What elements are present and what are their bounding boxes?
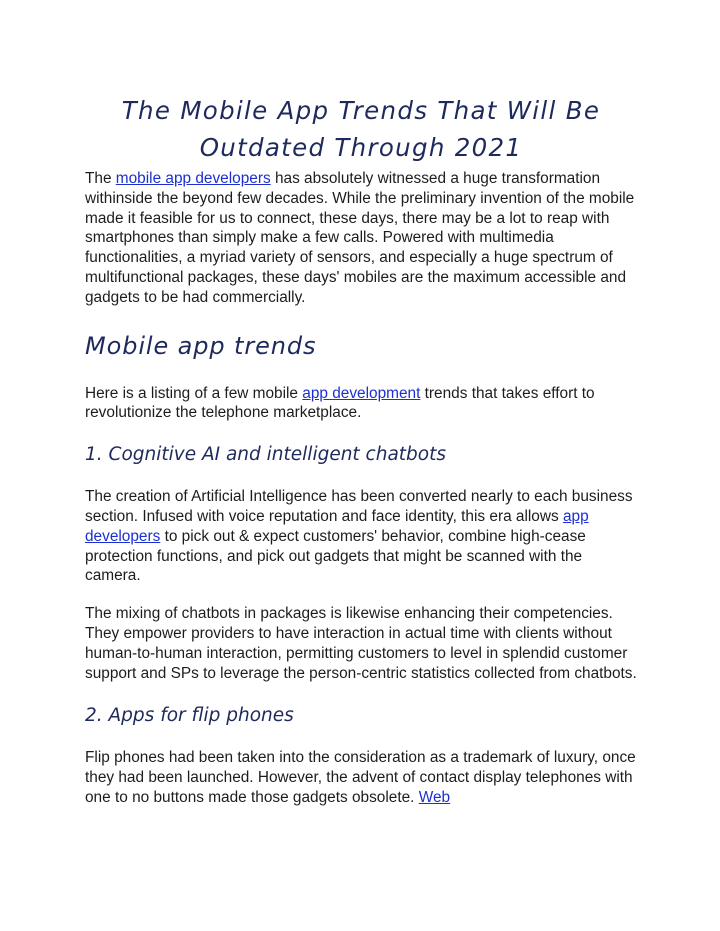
trend-heading-cognitive-ai: 1. Cognitive AI and intelligent chatbots (85, 444, 447, 466)
app-developers-link[interactable]: app developers (85, 507, 589, 545)
article-title: The Mobile App Trends That Will Be Outdated Through 2021 (121, 96, 601, 162)
intro-paragraph (85, 169, 637, 308)
intro-text-end: has absolutely witnessed a huge transformation withinside the beyond few decades. While the preliminary invention of the mobile made it feasible for us to connect, these days, there may be a lot to reap with smartphones than simply make a few calls. Powered with multimedia functionalities, a myriad variety of sensors, and especially a huge spectrum of multifunctional packages, these days' mobiles are the maximum accessible and gadgets to be had commercially. (85, 170, 635, 306)
flip-phones-paragraph (85, 748, 637, 807)
cognitive-ai-paragraph (85, 487, 637, 586)
cognitive-ai-text-end: to pick out & expect customers' behavior, combine high-cease protection functions, and pick out gadgets that might be scanned with the camera. (85, 527, 586, 585)
app-development-link[interactable]: app development (302, 384, 421, 402)
flip-phones-text: Flip phones had been taken into the consideration as a trademark of luxury, once they had been launched. However, the advent of contact display telephones with one to no buttons made those gadgets obsolete. (85, 749, 636, 806)
trend-heading-flip-phones: 2. Apps for flip phones (85, 705, 294, 727)
section-intro-paragraph (85, 384, 637, 424)
section-heading-mobile-app-trends: Mobile app trends (85, 331, 317, 360)
cognitive-ai-text-start: The creation of Artificial Intelligence has been converted nearly to each business section. Infused with voice reputation and face identity, this era allows (85, 488, 633, 525)
mobile-app-developers-link[interactable]: mobile app developers (115, 170, 271, 187)
chatbots-paragraph: The mixing of chatbots in packages is likewise enhancing their competencies. They empower providers to have interaction in actual time with clients without human-to-human interaction, permitting customers to level in splendid customer support and SPs to leverage the person-centric statistics collected from chatbots. (85, 605, 637, 682)
section-intro-text-end: trends that takes effort to revolutionize the telephone marketplace. (85, 384, 595, 422)
section-intro-text-start: Here is a listing of a few mobile (85, 384, 303, 402)
web-link[interactable]: Web (418, 788, 451, 806)
article-body (85, 92, 637, 808)
intro-text-start: The (85, 170, 116, 187)
